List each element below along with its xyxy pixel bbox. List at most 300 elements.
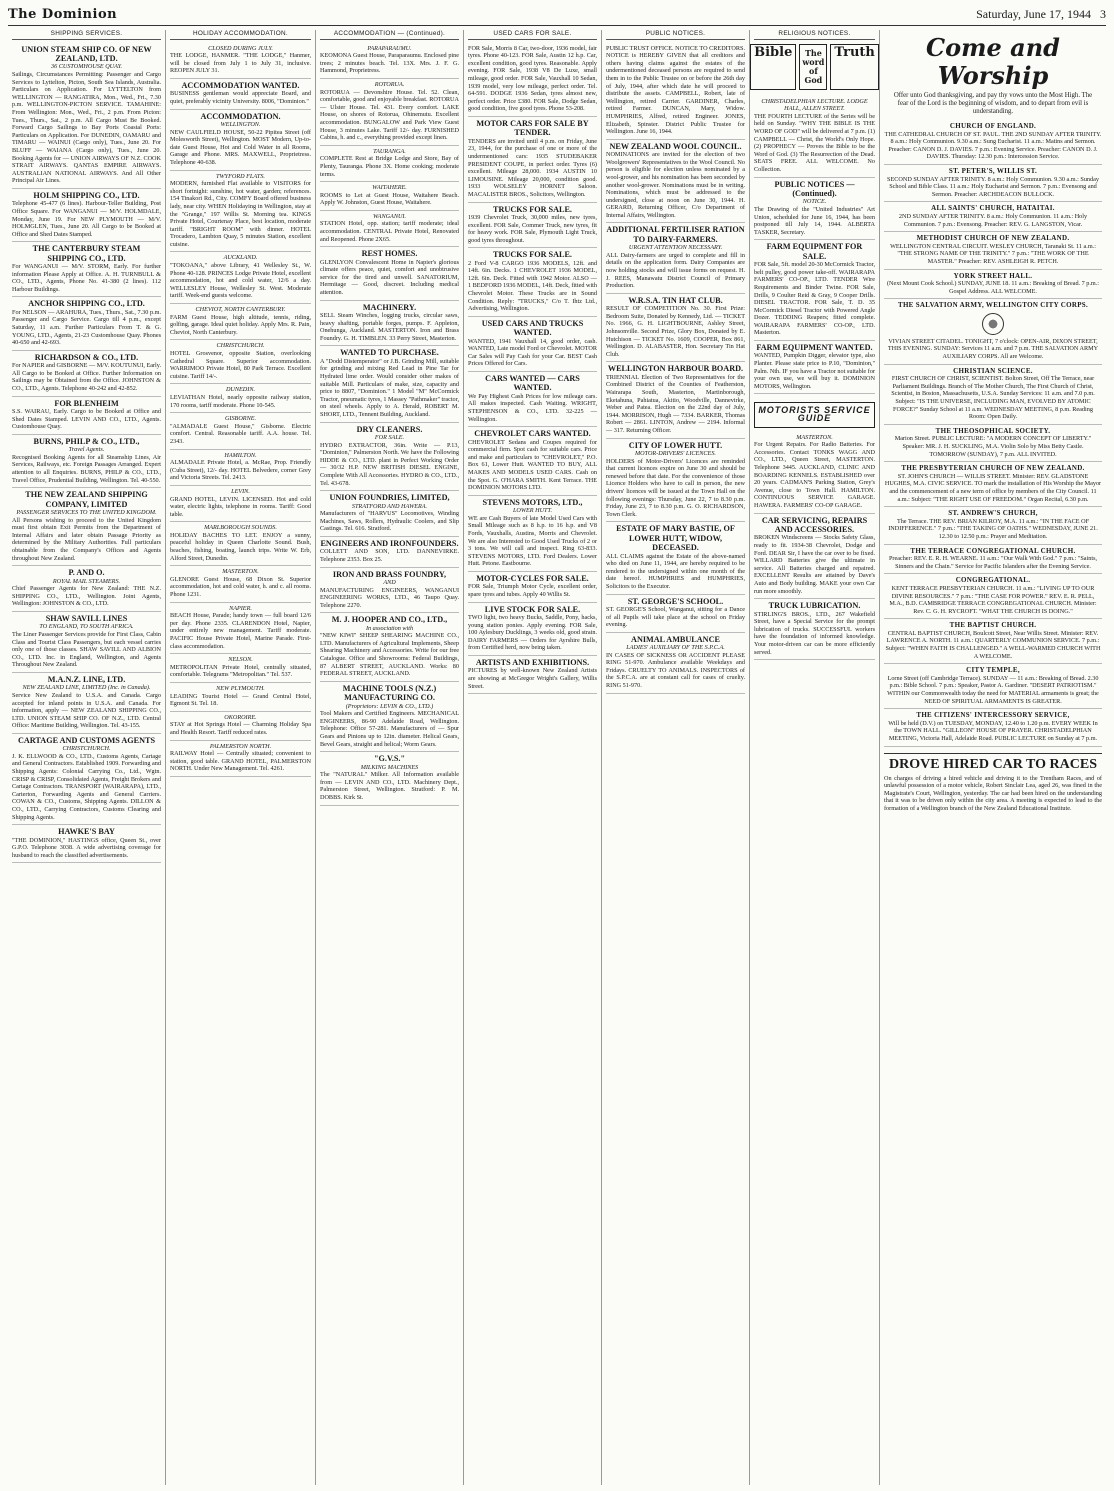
ad-heading: FARM EQUIPMENT WANTED. [756, 343, 873, 353]
ad-body: For NAPIER and GISBORNE — M/V. KOUTUNUI, Early. All Cargo to be Booked at Office. Further Information on Sailings may be Obtained from the Office. JOHNSTON & CO., LTD., Agents. Telephone 40-242 and 42-852. [12, 362, 162, 393]
church-details: ST. JOHN'S CHURCH — WILLIS STREET. Minister: REV. GLADSTONE HUGHES, M.A. CIVIC SERVICE. TO mark the installation of His Worship the Mayor and the commencement of a new term of office by members of the City Council. 11 a.m.: Subject: "THE RIGHT USE OF FREEDOM." Organ Recital, 6.30 p.m. [884, 472, 1102, 503]
church-name: THE PRESBYTERIAN CHURCH OF NEW ZEALAND. [901, 464, 1085, 473]
ad-heading: CAR SERVICING, REPAIRS AND ACCESSORIES. [761, 515, 868, 534]
ad-body: For NELSON — ARAHURA, Tues., Thurs., Sat., 7.30 p.m. Passenger and Cargo Service. Cargo till 4 p.m., except Saturday, 11 a.m. Further Particulars From T. & G. YOUNG, LTD., Agents, 21-23 Customhouse Quay. Phones 40-650 and 42-693. [12, 308, 161, 347]
church-details: THE CATHEDRAL CHURCH OF ST. PAUL. THE 2ND SUNDAY AFTER TRINITY. 8 a.m.: Holy Communion. 9.30 a.m.: Sung Eucharist. 11 a.m.: Matins and Sermon. Preacher: CANON D. J. DAVIES. 7 p.m.: Evening Service. Preacher: CANON D. J. DAVIES. Thursday: 12.30 p.m.: Intercession Service. [884, 130, 1102, 161]
classified-ad [606, 633, 745, 694]
classified-ad [170, 654, 311, 683]
ad-body: RESULT OF COMPETITION No. 30. First Prize: Bedroom Suite, Donated by Kennedy, Ltd. — TICKET No. 1966, G. H. LIGHTBOURNE, Ashley Street, Johnsonville. Second Prize, Glory Box, Donated by E. Hutchison — TICKET No. 1609, COOPER, Box 861, Wellington. D. ALABASTER, Hon. Secretary Tin Hat Club. [606, 305, 745, 358]
church-name: THE TERRACE CONGREGATIONAL CHURCH. [910, 546, 1076, 555]
ad-body: ALL Dairy-farmers are urged to complete and fill in details on the application form. Dairy Companies are now holding stocks and will issue forms on request. H. J. REES, Manawatu District Council of Primary Production. [606, 251, 745, 290]
classified-ad [754, 394, 875, 513]
column-heading: PUBLIC NOTICES. [606, 30, 745, 40]
ad-subheading: MOTOR-DRIVERS' LICENCES. [635, 449, 716, 457]
church-listing [884, 120, 1102, 165]
ad-heading: THE CANTERBURY STEAM SHIPPING CO., LTD. [32, 244, 141, 263]
ad-subheading: LOWER HUTT. [512, 507, 553, 515]
classified-ad [12, 242, 161, 297]
ad-subheading: CHRISTCHURCH. [62, 745, 111, 753]
church-listing [884, 202, 1102, 232]
classified-ad [12, 825, 161, 863]
church-listing [884, 425, 1102, 462]
classified-ad [170, 304, 311, 340]
church-details: VIVIAN STREET CITADEL. TONIGHT, 7 o'clock: OPEN-AIR, DIXON STREET, THIS EVENING. SUNDAY: Services 11 a.m. and 7 p.m. THE SALVATION ARMY AUXILIARY CORPS. All are Welcome. [887, 337, 1099, 361]
column-heading: RELIGIOUS NOTICES. [754, 30, 875, 40]
church-details: (Next Mount Cook School.) SUNDAY, JUNE 18. 11 a.m.: Breaking of Bread. 7 p.m.: Gospel Address. ALL WELCOME. [886, 280, 1100, 295]
ad-body: For WANGANUI — M/V. STORM, Early. For further information Please Apply at Office. A. H. TURNBULL & CO., LTD., Agents, Phone No. 41-380 (2 lines). 112 Harbour Buildings. [12, 263, 161, 293]
ad-body: "ALMADALE Guest House," Gisborne. Electric comfort. Central. Reasonable tariff. A.A. house. Tel. 2343. [170, 422, 311, 445]
ad-heading: ENGINEERS AND IRONFOUNDERS. [320, 538, 459, 548]
church-name: METHODIST CHURCH OF NEW ZEALAND. [916, 234, 1070, 243]
classified-ad [170, 79, 311, 110]
logo-truth: Truth [830, 44, 879, 90]
church-listings [884, 120, 1102, 747]
ad-subheading: PASSENGER SERVICES TO THE UNITED KINGDOM. [16, 509, 157, 516]
classified-ad [12, 673, 161, 734]
classified-ad [754, 240, 875, 341]
ad-body: HOLIDAY BACHES TO LET. ENJOY a sunny, peaceful holiday in Queen Charlotte Sound. Bush, beaches, fishing, boating, launch trips. Write W. Erb, Alford Street, Dunedin. [170, 531, 311, 562]
ad-body: THE FOURTH LECTURE of the Series will be held on Sunday. "WHY THE BIBLE IS THE WORD OF GOD" will be delivered at 7 p.m. (1) CAMPBELL — Christ, the World's Only Hope. (2) PROPHECY — Proves the Bible to be the Word of God. (3) The Resurrection of the Dead. SEATS FREE. ALL WELCOME. No Collection. [754, 112, 875, 173]
classified-ad [468, 496, 597, 572]
ad-body: GLENORE Guest House, 68 Dixon St. Superior accommodation, hot and cold water, h. and c. all rooms. Phone 1231. [170, 575, 311, 599]
ad-body: ALMADALE Private Hotel, a. McRae, Prop. Friendly (Cuba Street), 12/- day. HOTEL Belvedere, corner Grey and Victoria Streets. Tel. 2413. [170, 459, 311, 482]
ad-subheading: WANGANUI. [372, 212, 407, 220]
ad-heading: LIVE STOCK FOR SALE. [484, 604, 581, 614]
ad-subheading: HAMILTON. [224, 451, 257, 459]
ad-body: STIRLING'S BROS., LTD., 267 Wakefield Street, have a Special Service for the prompt lubrication of trucks. SUCCESSFUL workers have the foundation of informed knowledge. Your motor-driven car can be more efficiently served. [754, 610, 875, 656]
ad-body: S.S. WAIRAU, Early. Cargo to be Booked at Office and Shed Dates Stamped. LEVIN AND CO., LTD., Agents. Customhouse Quay. [12, 408, 161, 431]
classified-ad [12, 189, 161, 242]
ad-body: WANTED, 1941 Vauxhall 14, good order, cash. WANTED, Late model Ford or Chevrolet. MOTOR Car Sales will Pay Cash for your Car. BEST Cash Prices Offered for Cars. [468, 337, 597, 368]
ad-body: IN CASES OF SICKNESS OR ACCIDENT PLEASE RING 51-970. Ambulance available Weekdays and Fridays. CRUELTY TO ANIMALS. INSPECTORS of the S.P.C.A. are at constant call for cases of cruelty. RING 51-970. [606, 651, 745, 690]
ad-subheading: MARLBOROUGH SOUNDS. [204, 524, 277, 532]
church-name: THE SALVATION ARMY, WELLINGTON CITY CORPS. [897, 301, 1089, 310]
ad-heading: CHEVROLET CARS WANTED. [474, 429, 591, 439]
ad-heading: W.R.S.A. TIN HAT CLUB. [628, 295, 723, 305]
classified-ad [320, 182, 459, 211]
column-heading: USED CARS FOR SALE. [468, 30, 597, 40]
classified-ad [320, 682, 459, 752]
ad-subheading: (Proprietors: LEVIN & CO., LTD.) [345, 702, 434, 710]
classified-ad [12, 435, 161, 488]
ad-subheading: TWYFORD FLATS. [216, 172, 265, 180]
classified-ad [12, 397, 161, 435]
ad-body: HOTEL Grosvenor, opposite Station, overlooking Cathedral Square. Superior accommodation. WARRIMOO Private Hotel, 80 Park Terrace. Excellent cuisine. Tariff 14/-. [170, 350, 311, 380]
issue-date: Saturday, June 17, 1944 3 [976, 7, 1106, 21]
church-details: KENT TERRACE PRESBYTERIAN CHURCH. 11 a.m.: "LIVING UP TO OUR DIVINE RESOURCES." 7 p.m.: "THE CASE FOR POWER." REV. E. R. PELL, M.A., B.D. CAMBRIDGE TERRACE CONGREGATIONAL CHURCH. Minister: Rev. C. G. H. RYCROFT. "WHAT THE CHURCH IS DOING." [889, 584, 1097, 615]
classified-ad [12, 351, 161, 397]
ad-heading: MOTOR CARS FOR SALE BY TENDER. [476, 118, 589, 138]
classified-ad [12, 612, 161, 673]
ad-body: WE are Cash Buyers of late Model Used Cars with Small Mileage such as 8 h.p. to 16 h.p. and V8 Fords, Vauxhalls, Austins, Morris and Chevrolet. We are also Interested to Good Used Trucks of 2 or 3 tons. We will call and inspect. Ring 63-833. STEVENS MOTORS, LTD. Ford Dealers. Lower Hutt. Petone. Eastbourne. [468, 514, 597, 568]
classified-ad [170, 413, 311, 449]
ad-heading: PUBLIC NOTICES — (Continued). [774, 179, 855, 198]
worship-title: Come and Worship [926, 33, 1060, 90]
ad-subheading: 36 CUSTOMHOUSE QUAY. [51, 63, 122, 71]
classified-ad [468, 656, 597, 694]
church-name: CHRISTIAN SCIENCE. [953, 366, 1033, 375]
ad-body: "TOKOANA," above Library, 41 Wellesley St., W. Phone 40-128. PRINCES Lodge Private Hotel, excellent accommodation, hot and cold water, 12/6 a day. WELLESLEY House, Wellesley St. West. Moderate tariff. Week-end guests welcome. [170, 262, 311, 300]
ad-body: The Drawing of the "United Industries" Art Union, scheduled for June 16, 1944, has been postponed till July 14, 1944. ALBERTA TASKER, Secretary. [754, 205, 875, 236]
ad-heading: WANTED TO PURCHASE. [340, 348, 439, 358]
ad-heading: HAWKE'S BAY [58, 827, 115, 837]
ad-subheading: STRATFORD AND HAWERA. [351, 502, 428, 510]
ad-body: BROKEN Windscreens — Stocks Safety Glass, ready to fit. 1934-38 Chevrolet, Dodge and Ford. DEAR Sir, I have the car over to be fixed. WILLARD Batteries give the ultimate in service. All Batteries charged and repaired. EXCELLENT Results are attained by Dave's Auto and Body building. MAKE your own Car run more smoothly. [754, 534, 875, 595]
classified-ad [468, 248, 597, 317]
ad-body: BEACH House, Parade; handy town — full board 12/6 per day. Phone 2335. CLARENDON Hotel, Napier, under entirely new management. Tariff moderate. PACIFIC House Private Hotel, Marine Parade. First-class accommodation. [170, 612, 311, 650]
ad-heading: NEW ZEALAND WOOL COUNCIL. [609, 141, 742, 151]
ad-body: PUBLIC TRUST OFFICE. NOTICE TO CREDITORS. NOTICE is HEREBY GIVEN that all creditors and others having claims against the estates of the undermentioned deceased persons are required to send them in to the Public Trustee on or before the 26th day of July, 1944, after which date he will proceed to distribute the assets. CAMPBELL, Robert, late of Wellington, retired Carrier. GARDINER, Charles, retired Farmer. DUNCAN, Mary, Widow. HUMPHRIES, Alfred, retired Engineer. JONES, Elizabeth, Spinster. District Public Trustee for Wellington. June 16, 1944. [606, 44, 745, 136]
church-listing [884, 299, 1102, 364]
church-name: ST. PETER'S, WILLIS ST. [948, 166, 1038, 175]
ad-subheading: PARAPARAUMU. [367, 44, 412, 52]
classified-ad [320, 613, 459, 682]
classified-ad [170, 741, 311, 777]
classified-ad [320, 79, 459, 146]
classified-ad [606, 439, 745, 523]
ad-body: WANTED, Pumpkin Digger, elevator type, also Planter. Please state price to P.10, "Dominion," Palm. Nth. IF you have a Tractor not suitable for your own use, we will buy it. DOMINION MOTORS, Wellington. [754, 352, 875, 390]
ad-subheading: FOR SALE. [374, 433, 405, 441]
ad-heading: M.A.N.Z. LINE, LTD. [47, 674, 126, 684]
ad-body: Chief Passenger Agents for New Zealand: THE N.Z. SHIPPING CO., LTD., Wellington. Joint Agents, Wellington: JOHNSTON & CO., LTD. [12, 585, 161, 608]
ad-body: We Pay Highest Cash Prices for low mileage cars. All makes inspected. Cash Waiting. WRIGHT, STEPHENSON & CO., LTD. 32-225 — Wellington. [468, 392, 597, 423]
church-name: THE CITIZENS' INTERCESSORY SERVICE, [916, 711, 1070, 720]
ad-heading: ACCOMMODATION. [200, 111, 281, 121]
ad-subheading: In association with [365, 624, 414, 632]
classified-ad [170, 43, 311, 79]
ad-heading: FARM EQUIPMENT FOR SALE. [766, 242, 863, 261]
salvation-army-crest-icon [982, 313, 1004, 335]
church-details: The Terrace. THE REV. BRIAN KILROY, M.A. 11 a.m.: "IN THE FACE OF INDIFFERENCE." 7 p.m.: "THE TAKING OF OATHS." WEDNESDAY, JUNE 21. 12.30 to 12.50 p.m.: Prayer and Meditation. [888, 517, 1098, 540]
ad-heading: TRUCKS FOR SALE. [493, 204, 572, 214]
ad-body: All Persons wishing to proceed to the United Kingdom must first obtain Exit Permits from the Department of Internal Affairs and later obtain Passage Priority as determined by the Military Authorities. Full particulars obtainable from the Company's Offices and Agents throughout New Zealand. [12, 516, 161, 562]
church-listing [884, 545, 1102, 575]
church-name: THE BAPTIST CHURCH. [949, 621, 1037, 630]
column-heading: SHIPPING SERVICES. [12, 30, 161, 40]
church-details: 2ND SUNDAY AFTER TRINITY. 8 a.m.: Holy Communion. 11 a.m.: Holy Communion. 7 p.m.: Evensong. Preacher: REV. G. LANGSTON, Vicar. [898, 212, 1088, 228]
ad-heading: P. AND O. [68, 568, 105, 578]
column-come-and-worship [880, 30, 1106, 1485]
column-holiday-accommodation [166, 30, 316, 1485]
ad-subheading: TO ENGLAND, TO SOUTH AFRICA. [39, 623, 134, 631]
classified-ad [468, 43, 597, 117]
classified-ad [468, 317, 597, 372]
ad-heading: MACHINERY. [362, 302, 417, 312]
ad-subheading: CHRISTADELPHIAN LECTURE. LODGE HALL, ALLEN STREET. [761, 97, 868, 113]
classified-ad [170, 252, 311, 304]
ad-body: Service New Zealand to U.S.A. and Canada. Cargo accepted for inland points in U.S.A. and Canada. For information, apply — NEW ZEALAND SHIPPING CO., LTD. UNION STEAM SHIP CO. OF N.Z., LTD. Central Office: Maritime Building, Wellington. Tel. 43-155. [12, 691, 161, 730]
church-listing [884, 507, 1102, 544]
ad-body: STAY at Hot Springs Hotel — Charming Holiday Spa and Health Resort. Tariff reduced rates. [170, 721, 311, 736]
classified-ad [606, 362, 745, 438]
logo-bible: Bible [750, 44, 796, 90]
classified-ad [320, 568, 459, 614]
classified-ad [468, 203, 597, 249]
church-listing [884, 232, 1102, 269]
ad-heading: ARTISTS AND EXHIBITIONS. [475, 657, 590, 667]
ad-subheading: OKOROIRE. [224, 713, 257, 721]
classified-ad [170, 683, 311, 712]
ad-body: SELL Steam Winches, logging trucks, circular saws, heavy shafting, portable forges, pumps. F. Appleton, Onehunga, Auckland. MASTERTON. Iron and Brass Foundry. G. H. TIMBLEN. 33 Perry Street, Masterton. [320, 312, 459, 342]
ad-heading: BURNS, PHILP & CO., LTD., [33, 436, 140, 446]
classified-ad [320, 346, 459, 422]
ad-heading: ACCOMMODATION WANTED. [181, 80, 300, 90]
classified-ad [320, 211, 459, 247]
ad-heading: SHAW SAVILL LINES [45, 613, 128, 623]
ad-heading: RICHARDSON & CO., LTD. [34, 352, 139, 362]
ad-subheading: GISBORNE. [224, 415, 257, 423]
ad-heading: CITY OF LOWER HUTT. [628, 440, 723, 450]
ad-subheading: ROTORUA. [374, 80, 405, 88]
classified-ad [606, 223, 745, 293]
ad-heading: MACHINE TOOLS (N.Z.) MANUFACTURING CO. [342, 683, 437, 703]
ad-body: For Urgent Repairs. For Radio Batteries. For Accessories. Contact TONKS WAGG AND CO., LTD., Queen Street, MASTERTON. Telephone 3445. AUCKLAND, CLINIC AND BOARDING KENNELS. ESTABLISHED over 20 years. CADMAN'S Parking Station, Grey's Avenue, close to Town Hall. HAMILTON. CONTINUOUS SERVICE GARAGE. HAWERA. FARMERS' CO-OP GARAGE. [754, 441, 875, 509]
church-details: Marion Street. PUBLIC LECTURE: "A MODERN CONCEPT OF LIBERTY." Speaker: MR. J. H. SUCKLING, M.A. Violin Solo by Miss Betty Castle. TOMORROW (SUNDAY), 7 p.m. ALL INVITED. [894, 435, 1092, 458]
ad-body: HOLDERS of Motor-Drivers' Licences are reminded that current licences expire on June 30 and should be renewed before that date. For the convenience of those Licence Holders who have to call in person, the new drivers' licences will be issued at the Town Hall on the following evenings: Thursday, June 22, 7 to 8.30 p.m. Friday, June 23, 7 to 8.30 p.m. G. O. RICHARDSON, Town Clerk. [606, 457, 745, 518]
ad-body: Telephone 45-477 (6 lines). Harbour-Teller Building, Post Office Square. For WANGANUI — M/V. HOLMDALE, Monday, June 19. For NEW PLYMOUTH — M/V. HOLMGLEN, Tues., June 20. All Cargo to be Booked at Office and Shed Dates Stamped. [12, 200, 161, 238]
bible-word-truth-logo [754, 44, 875, 90]
ad-heading: TRUCKS FOR SALE. [493, 250, 572, 260]
classified-ad [606, 294, 745, 363]
classified-ad [468, 372, 597, 427]
ad-heading: THE NEW ZEALAND SHIPPING COMPANY, LIMITED [25, 490, 148, 509]
column-used-cars [464, 30, 602, 1485]
classified-ad [320, 301, 459, 347]
ad-subheading: Travel Agents. [68, 446, 105, 454]
ad-heading: ANCHOR SHIPPING CO., LTD. [28, 299, 145, 309]
drove-hired-car-headline: DROVE HIRED CAR TO RACES [884, 753, 1102, 773]
ad-body: NEW CAULFIELD HOUSE, 50-22 Pipitea Street (off Molesworth Street), Wellington. MOST Modern, Up-to-date Guest House, Hot and Cold Water in all Rooms, Garage and Phone. MRS. MAXWELL, Proprietress. Telephone 40-638. [170, 128, 311, 166]
ad-body: HYDRO EXTRACTOR, 36in. Write — P.13, "Dominion," Palmerston North. We have the Following HIDDE & CO., LTD. plant in Perfect Working Order — 30/32 H.P. NEW BRITISH DIESEL ENGINE, Complete With All Accessories. HYDRO & CO., LTD., Tel. 43-678. [320, 441, 459, 487]
ad-subheading: DUNEDIN. [225, 386, 256, 394]
motorists-service-guide-badge: MOTORISTS SERVICE GUIDE [754, 402, 875, 427]
ad-subheading: LEVIN. [231, 487, 250, 495]
ad-body: COMPLETE Rest at Bridge Lodge and Store, Bay of Plenty, Tauranga. Phone 3X. Home cooking; moderate terms. [320, 155, 459, 178]
church-name: THE THEOSOPHICAL SOCIETY. [935, 426, 1051, 435]
ad-subheading: URGENT ATTENTION NECESSARY. [628, 244, 723, 252]
classified-ad [170, 603, 311, 655]
ad-body: ROOMS to Let at Guest House, Waitahere Beach. Apply W. Johnston, Guest House, Waitahere. [320, 191, 459, 207]
classified-ad [468, 117, 597, 203]
ad-body: Recognised Booking Agents for all Steamship Lines, Air Services, Railways, etc. Foreign Passages Arranged. Expert attention to all Enquiries. BURNS, PHILP & CO., LTD., Travel Office, Prudential Building, Wellington. Tel. 40-550. [12, 453, 161, 484]
ad-body: FOR Sale, Triumph Motor Cycle, excellent order, spare tyres and tubes. Apply 40 Willis St. [468, 583, 597, 598]
church-details: WELLINGTON CENTRAL CIRCUIT. WESLEY CHURCH, Taranaki St. 11 a.m.: "THE STRONG NAME OF THE TRINITY." 7 p.m.: "THE WORK OF THE MASTER." Preacher: REV. ASHLEIGH R. PETCH. [890, 242, 1096, 265]
ad-body: Sailings, Circumstances Permitting: Passenger and Cargo Services to Lyttelton, Picton, South Sea Islands, Australia. Particulars on Application. For LYTTELTON from WELLINGTON — RANGATIRA, Mon., Wed., Fri., 7.30 p.m. WELLINGTON-PICTON SERVICE. TAMAHINE: From Wellington: Mon., Wed., Fri., 2 p.m. From Picton: Tues., Thurs., Sat., 2 p.m. All Cargo Must Be Booked. Forward Cargo Sailings to Bay Ports Coastal Ports: Particulars on Application. For DUNEDIN, OAMARU and TIMARU — WAINUI (Cargo only), Tues., June 20. For BLUFF — WAIANA (Cargo only), Tues., June 20. Booking Agents for — UNION AIRWAYS OF N.Z. COOK STRAIT AIRWAYS. QANTAS EMPIRE AIRWAYS. AUSTRALIAN NATIONAL AIRWAYS. And All Other Principal Air Lines. [12, 71, 161, 185]
ad-body: STATION Hotel, opp. station; tariff moderate; ideal accommodation. CENTRAL Private Hotel, Renovated and Reopened. Phone 2X65. [320, 220, 459, 243]
ad-body: PICTURES by well-known New Zealand Artists are showing at McGregor Wright's Gallery, Willis Street. [468, 667, 597, 690]
classified-ad [170, 340, 311, 384]
classified-ad [754, 599, 875, 660]
classified-ad [468, 572, 597, 603]
ad-body: TENDERS are invited until 4 p.m. on Friday, June 23, 1944, for the purchase of one or more of the undermentioned cars: 1935 STUDEBAKER PRESIDENT COUPE, in perfect order. Tyres (6) excellent. Mileage 28,000. 1934 AUSTIN 10 LIMOUSINE. Mileage 20,000, condition good. 1933 WOLSELEY HORNET Saloon. MACALISTER BROS., Solicitors, Wellington. [468, 137, 597, 198]
classified-ad [170, 450, 311, 486]
church-listing [884, 619, 1102, 664]
church-listing [884, 365, 1102, 425]
ad-body: The "NATURAL" Milker. All Information available from — LEVIN AND CO., LTD. Machinery Dept., Palmerston Street, Wellington. Stratford: P. M. DOBBS. Kirk St. [320, 771, 459, 801]
church-name: ST. ANDREW'S CHURCH, [948, 509, 1038, 518]
ad-subheading: NEW ZEALAND LINE, LIMITED (Inc. in Canada). [22, 684, 151, 692]
ad-subheading: LADIES' AUXILIARY OF THE S.P.C.A. [626, 644, 725, 652]
ad-body: LEADING Tourist Hotel — Grand Central Hotel, Egmont St. Tel. 18. [170, 692, 311, 708]
ad-body: KEOMONA Guest House, Paraparaumu. Enclosed pine trees; 2 minutes beach. Tel. 13X. Mrs. J. F. G. Hammond, Proprietress. [320, 52, 459, 75]
classified-ad [320, 43, 459, 79]
ad-body: COLLETT AND SON, LTD. DANNEVIRKE. Telephone 2353. Box 25. [320, 548, 459, 563]
column-shipping [8, 30, 166, 1485]
ad-heading: HOLM SHIPPING CO., LTD. [33, 190, 140, 200]
classified-ad [754, 96, 875, 178]
classified-ad [170, 566, 311, 602]
ad-heading: ESTATE OF MARY BASTIE, OF LOWER HUTT, WIDOW, DECEASED. [616, 524, 735, 553]
ad-body: "NEW KIWI" SHEEP SHEARING MACHINE CO., LTD. Manufacturers of Agricultural Implements, Sheep Shearing Machinery and Accessories. Write for our free Catalogue. Office and Showrooms: Federal Buildings, 87 ALBERT STREET, AUCKLAND. Works: 80 FEDERAL STREET, AUCKLAND. [320, 632, 459, 678]
logo-word-of-god: The word of God [799, 44, 827, 90]
ad-body: BUSINESS gentleman would appreciate Board, and quiet, preferably vicinity University. 8006, "Dominion." [170, 90, 311, 105]
ad-subheading: MASTERTON. [796, 433, 833, 441]
ad-heading: ANIMAL AMBULANCE [631, 634, 720, 644]
ad-body: FOR Sale, Morris 8 Car, two-door, 1936 model, fair tyres. Phone 40-123. FOR Sale, Austin 12 h.p. Car, excellent condition, good tyres. Reasonable. Apply evening. FOR Sale, 1938 V8 De Luxe, small mileage, good order. FOR Sale, Vauxhall 10 Sedan, 1939 model, very low mileage, perfect order. Tel. 64-591. DODGE 1936 Sedan, tyres almost new, perfect order. Price £380. FOR Sale, Dodge Sedan, good condition, five good tyres. Phone 53-208. [468, 44, 597, 113]
classified-ad [320, 752, 459, 805]
classified-ad [170, 486, 311, 522]
church-name: CHURCH OF ENGLAND. [949, 122, 1037, 130]
ad-heading: CARS WANTED — CARS WANTED. [485, 374, 580, 393]
ad-body: FARM Guest House, high altitude, tennis, riding, golfing, garage. Ideal quiet holiday. Apply Mrs. R. Pain, Cheviot, North Canterbury. [170, 313, 311, 336]
classified-ad [170, 712, 311, 741]
ad-subheading: MILKING MACHINES [360, 763, 419, 771]
church-listing [884, 462, 1102, 507]
church-details: Preacher: REV. E. R. H. WEARNE. 11 a.m.: "Our Walk With God." 7 p.m.: "Saints, Sinners and the Chain." Service for Pacific Islanders after the Evening Service. [888, 555, 1098, 570]
classified-ad [170, 110, 311, 171]
ad-body: TRIENNIAL Election of Two Representatives for the Combined District of the Counties of Featherston, Wairarapa South, Masterton, Martinborough, Eketahuna, Pahiatua, Akitio, Woodville, Dannevirke, Weber and Patea. Election on the 22nd day of July, 1944. MORRISON, Hugh — 7334. BARKER, Thomas Robert — 2861. LINTON, Andrew — 2194. Informal — 317. Returning Officer. [606, 373, 745, 434]
church-listing [884, 709, 1102, 746]
ad-heading: ST. GEORGE'S SCHOOL. [627, 596, 724, 606]
ad-subheading: NELSON. [228, 656, 253, 664]
classified-ad [606, 140, 745, 224]
classified-ad [12, 488, 161, 566]
ad-subheading: AUCKLAND. [223, 254, 258, 262]
ad-body: GLENLYON Convalescent Home in Napier's glorious climate offers peace, quiet, comfort and unobtrusive service for the tired and unwell. SANATORIUM, Hermitage — Good, discreet. Including medical attention. [320, 258, 459, 297]
ad-body: TWO light, two heavy Bucks, Saddle, Pony, hacks, young station ponies. Apply evening. FOR Sale, 100 Aylesbury Ducklings, 3 weeks old, good strain. DAIRY FARMERS — Orders for Ayrshire Bulls, from Certified herd, now being taken. [468, 613, 597, 652]
classified-ad [468, 427, 597, 496]
ad-body: FOR Sale, 5ft. model 20-30 McCormick Tractor, belt pulley, good power take-off. WAIRARAPA FARMERS' CO-OP., LTD. TENDER Wire Requirements and Binder Twine. FOR Sale, Drills, 9 Coulter Reid & Gray, 9 Cooper Drills. DIESEL TRACTOR. FOR Sale, T. D. 35 McCormick Diesel Tractor with Powered Angle Dozer. TEDDING Reapers; fitted complete. WAIRARAPA FARMERS' CO-OP., LTD. Masterton. [754, 261, 875, 337]
ad-heading: CARTAGE AND CUSTOMS AGENTS [17, 735, 156, 745]
classified-ad [12, 566, 161, 612]
column-heading: ACCOMMODATION — (Continued). [320, 30, 459, 40]
ad-body: "THE DOMINION," HASTINGS office, Queen St., over G.P.O. Telephone 3038. A wide advertising coverage for husband to reach the classified advertisements. [12, 836, 161, 859]
classified-ad [170, 384, 311, 413]
ad-body: RAILWAY Hotel — Centrally situated; convenient to station, good table. GRAND HOTEL, PALMERSTON NORTH. Under New Management. Tel. 4261. [170, 750, 311, 773]
ad-body: METROPOLITAN Private Hotel, centrally situated, comfortable. Telegrams "Metropolitan." Tel. 537. [170, 663, 311, 679]
church-listing [884, 270, 1102, 300]
ad-subheading: PALMERSTON NORTH. [209, 742, 272, 750]
ad-heading: UNION FOUNDRIES, LIMITED, [329, 493, 450, 503]
church-details: FIRST CHURCH OF CHRIST, SCIENTIST. Bolton Street, Off The Terrace, near Parliament Buildings. Branch of The Mother Church, The First Church of Christ, Scientist, in Boston, Massachusetts, U.S.A. Sunday Services: 11 a.m. and 7.0 p.m. Subject: "IS THE UNIVERSE, INCLUDING MAN, EVOLVED BY ATOMIC FORCE?" Sunday School at 11 a.m. WEDNESDAY MEETING, 8 p.m. Reading Room: Open Daily. [891, 375, 1095, 421]
ad-body: MANUFACTURING ENGINEERS, WANGANUI ENGINEERING WORKS, LTD., 46 Taupo Quay. Telephone 2270. [320, 586, 459, 609]
ad-body: Tool Makers and Certified Engineers. MECHANICAL ENGINEERS, 86-90 Adelaide Road, Wellington. Telephone: Office 57-281. Manufacturers of — Spur Gears and Pinions up to 12in. diameter. Helical Gears, Bevel Gears, straight and helical; Worm Gears. [320, 710, 459, 748]
ad-heading: USED CARS AND TRUCKS WANTED. [481, 318, 584, 338]
ad-subheading: TAURANGA. [373, 147, 406, 155]
drove-hired-car-article: On charges of driving a hired vehicle and driving it to the Trentham Races, and of unlawful possession of a motor vehicle, Robert Sinclair Lea, aged 26, was fined in the Magistrate's Court, Wellington, yesterday. The car had been hired on the understanding that it was to be driven only within the city area. A meeting is expected to lead to the formation of a Wellington branch of the New Zealand Educational Institute. [884, 774, 1102, 812]
ad-body: Manufacturers of "HARVUS" Locomotives, Winding Machines, Saws, Rollers, Hydraulic Coolers, and Slip Castings. Tel. 616. Stratford. [320, 510, 459, 533]
column-religious-notices [750, 30, 880, 1485]
ad-heading: IRON AND BRASS FOUNDRY, [332, 569, 447, 579]
ad-body: ROTORUA — Devonshire House. Tel. 52. Clean, comfortable, good and enjoyable breakfast. ROTORUA — Ulster House. Tel. 431. Every comfort. LAKE House, on shores of Rotorua, Ohinemutu. Excellent accommodation. BUNGALOW and Park View Guest House, 3 minutes Lake. Tariff 12/- day. FURNISHED Cabins, h. and c., everything provided except linen. [320, 88, 459, 142]
ad-heading: M. J. HOOPER AND CO., LTD., [331, 615, 448, 625]
church-name: CONGREGATIONAL. [955, 576, 1031, 585]
church-name: YORK STREET HALL. [953, 271, 1033, 280]
ad-body: THE LODGE, HANMER. "THE LODGE," Hanmer, will be closed from July 1 to July 31, inclusive. REOPEN JULY 31. [170, 52, 311, 75]
ad-body: GRAND HOTEL, LEVIN. LICENSED. Hot and cold water, electric lights, telephone in rooms. Tariff: Good table. [170, 495, 311, 518]
ad-subheading: NEW PLYMOUTH. [216, 684, 265, 692]
ad-heading: ADDITIONAL FERTILISER RATION TO DAIRY-FARMERS. [606, 225, 745, 244]
ad-subheading: MASTERTON. [222, 568, 259, 576]
ad-subheading: CHEVIOT, NORTH CANTERBURY. [195, 306, 286, 314]
classified-ad [468, 603, 597, 656]
column-public-notices [602, 30, 750, 1485]
ad-body: J. K. ELLWOOD & CO., LTD., Customs Agents, Cartage and General Contractors. Established 1909. Forwarding and Shipping Agents: Colonial Carrying Co., Ltd., Wgtn. CRISP & CRISP, Consolidated Agents, Freight Brokers and Cartage Contractors. TRANSPORT (WAIRARAPA), LTD., Carterton, Forwarding Agents and General Carriers. COWAN & CO., Customs, Shipping Agents. DILLON & CO., LTD., Carrying Contractors, Customs Clearing and Shipping Agents. [12, 752, 161, 821]
ad-subheading: WELLINGTON. [220, 120, 261, 128]
ad-body: LEVIATHAN Hotel, nearly opposite railway station, 170 rooms, tariff moderate. Phone 10-545. [170, 393, 311, 409]
ad-heading: WELLINGTON HARBOUR BOARD. [607, 364, 744, 374]
church-listing [884, 664, 1102, 709]
masthead [8, 4, 1106, 26]
church-name: CITY TEMPLE, [966, 666, 1020, 675]
classified-ad [320, 423, 459, 492]
church-listing [884, 165, 1102, 202]
church-details: Will be held (D.V.) on TUESDAY, MONDAY, 12.40 to 1.20 p.m. EVERY WEEK In the TOWN HALL. "GILLEON" HOUSE OF PRAYER. CHRISTADELPHIAN MEETING, Victoria Hall, Adelaide Road. PUBLIC LECTURE on Sunday at 7 p.m. [888, 719, 1098, 742]
ad-body: NOMINATIONS are invited for the election of two Woolgrowers' Representatives to the Wool Council. No person is eligible for election unless nominated by a wool-grower, and his nomination has been seconded by another wool-grower. Nominations must be in writing. Nominations, which must be addressed to the undersigned, close at noon on June 30, 1944. H. GERARD, Returning Officer, C/o Department of Internal Affairs, Wellington. [606, 151, 745, 219]
classified-ad [170, 522, 311, 566]
church-details: CENTRAL BAPTIST CHURCH, Boulcott Street, Near Willis Street. Minister: REV. LAWRENCE A. NORTH. 11 a.m.: QUARTERLY COMMUNION SERVICE. 7 p.m.: Subject: "WHEN FAITH IS CHALLENGED." A WELL-WARMED CHURCH WITH A WELCOME. [885, 629, 1101, 660]
ad-heading: UNION STEAM SHIP CO. OF NEW ZEALAND, LTD. [21, 44, 152, 63]
ad-body: A "Dodd Distemperator" or J.B. Grinding Mill, suitable for grinding and mixing Red Lead in Pine Tar for Hydrated lime order. Would consider other makes of suitable Mill. Particulars of make, size, capacity and price to 8807, "Dominion." 1 Model "M" McCormick Tractor, pneumatic tyres, 1 Massey "Pathmaker" tractor, on steel wheels. Apply to A. Herald, ROBERT M. SHORT, LTD., Tennent Building, Auckland. [320, 357, 459, 418]
classified-ad [754, 514, 875, 600]
ad-body: The Liner Passenger Services provide for First Class, Cabin Class and Tourist Class Passengers, but each vessel carries only one of those classes. SHAW SAVILL AND ALBION CO., LTD. Inc. in England, Wellington, and Agents Throughout New Zealand. [12, 630, 161, 669]
ad-heading: FOR BLENHEIM [54, 398, 119, 408]
church-details: Lorne Street (off Cambridge Terrace). SUNDAY — 11 a.m.: Breaking of Bread. 2.30 p.m.: Bible School. 7 p.m.: Speaker, Pastor A. Gardiner. "DESERT PATRIOTISM." WITHIN our Commonwealth today the need for MATERIAL armaments is great; the NEED OF SPIRITUAL ARMAMENTS IS GREATER. [887, 674, 1099, 705]
ad-body: MODERN, furnished Flat available to VISITORS for short fortnight: sunshine, hot water, garden; references. 154 Tinakori Rd., City. COMFY Board offered business lady, near city. WHEN Holidaying in Wellington, stay at the "Grange," 197 Willis St. Morning tea. KINGS Private Hotel, Courtenay Place, best location, moderate tariff. "BRIGHT ROOM" with dinner. HOTEL Trocadero, Lambton Quay, 5 minutes Station, excellent cuisine. [170, 180, 311, 248]
ad-heading: STEVENS MOTORS, LTD., [482, 497, 583, 507]
classified-ad [606, 43, 745, 140]
ad-heading: TRUCK LUBRICATION. [768, 601, 861, 611]
classified-ad [12, 734, 161, 825]
ad-subheading: CLOSED DURING JULY. [208, 44, 273, 52]
classified-ad [320, 247, 459, 300]
column-heading: HOLIDAY ACCOMMODATION. [170, 30, 311, 40]
ad-subheading: AND [383, 578, 396, 586]
ad-subheading: CHRISTCHURCH. [216, 342, 265, 350]
church-name: ALL SAINTS' CHURCH, HATAITAI. [931, 204, 1055, 213]
classified-ad [606, 522, 745, 594]
classified-ad [12, 297, 161, 350]
ad-body: CHEVROLET Sedans and Coupes required for commercial firm. Spot cash for suitable cars. Price and make and particulars to "CHEVROLET," P.O. Box 61, Lower Hutt. WANTED TO BUY, ALL MAKES AND MODELS USED CARS. Cash on the Spot. G. O'HARA SMITH. Kent Terrace. THE DOMINION MOTORS LTD. [468, 438, 597, 492]
classified-ad [12, 43, 161, 189]
church-details: SECOND SUNDAY AFTER TRINITY. 8 a.m.: Holy Communion. 9.30 a.m.: Sunday School and Bible Class. 11 a.m.: Holy Eucharist and Sermon. 7 p.m.: Evensong and Sermon. Preacher: ARCHDEACON BULLOCK. [887, 175, 1099, 198]
classified-ad [320, 491, 459, 537]
ad-body: ST. GEORGE'S School, Wanganui, sitting for a Dance of all Pupils will take place at the school on Friday evening. [606, 605, 745, 629]
ad-heading: DRY CLEANERS. [356, 424, 423, 434]
ad-heading: MOTOR-CYCLES FOR SALE. [476, 573, 589, 583]
ad-body: 2 Ford V-8 CARGO 1936 MODELS, 12ft. and 14ft. 6in. Decks. 1 CHEVROLET 1936 MODEL, 12ft. 6in. Deck. Fitted with 1942 Motor. ALSO — 1 BEDFORD 1936 MODEL, 14ft. Deck, fitted with Chevrolet Motor. These Trucks are in Sound Condition. Reply: "TRUCKS," C/o T. Ihtz Ltd., Advertising, Wellington. [468, 259, 597, 313]
classified-ad [754, 178, 875, 241]
ad-heading: "G.V.S." [373, 754, 405, 764]
paper-name: The Dominion [8, 7, 118, 22]
newspaper-columns [8, 30, 1106, 1485]
classified-ad [320, 146, 459, 182]
ad-subheading: WAITAHERE. [372, 184, 407, 192]
classified-ad [606, 595, 745, 633]
classified-ad [320, 537, 459, 568]
ad-body: ALL CLAIMS against the Estate of the above-named who died on June 11, 1944, are hereby required to be rendered to the undersigned within one month of the date hereof. HUMPHRIES and HUMPHRIES, Solicitors to the Executor. [606, 552, 745, 590]
column-accommodation-continued [316, 30, 464, 1485]
